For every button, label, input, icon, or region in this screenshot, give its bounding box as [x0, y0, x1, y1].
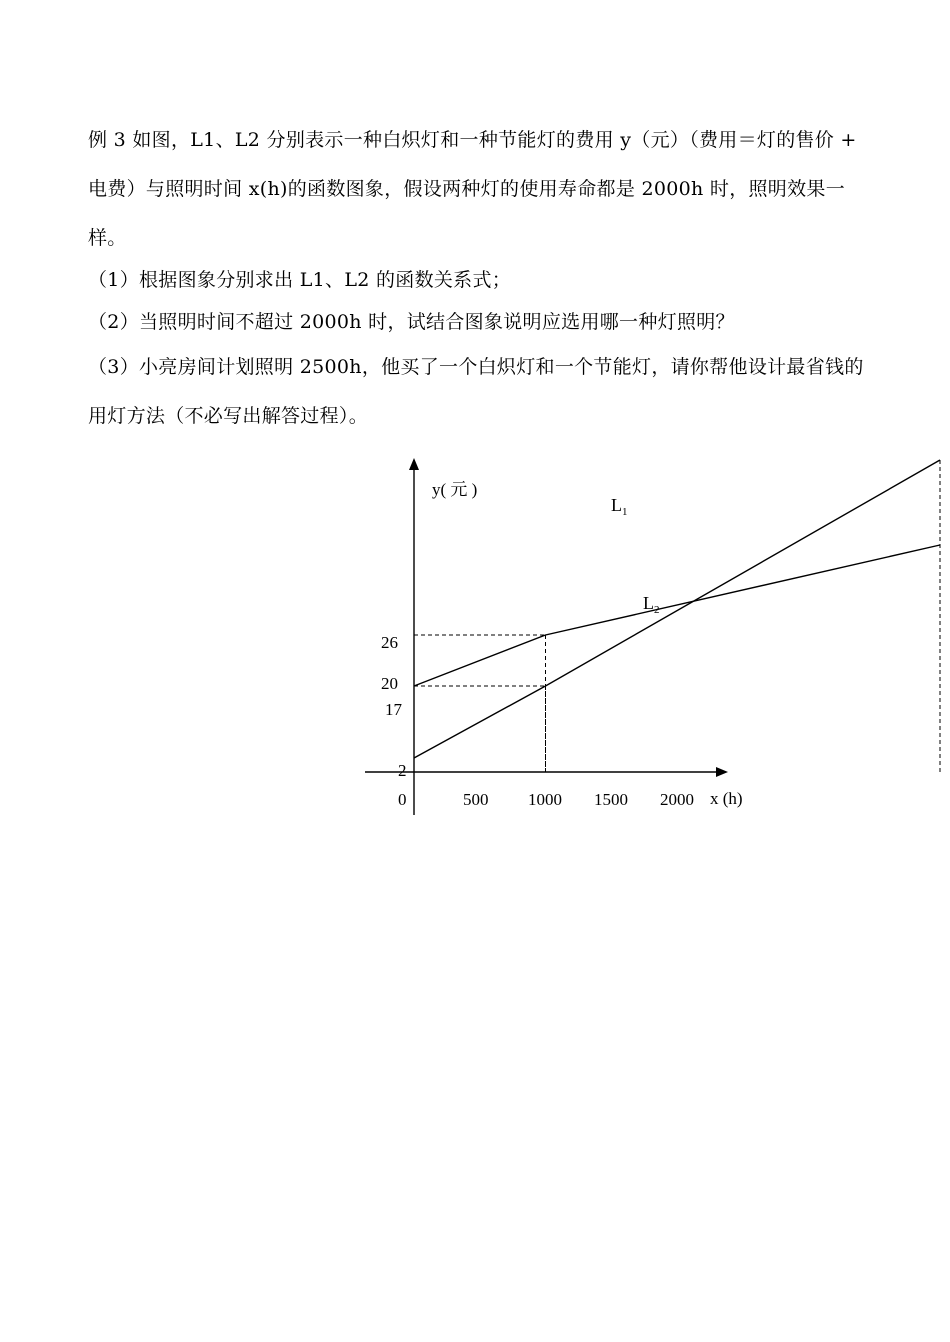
series-line-l2 [414, 545, 940, 686]
problem-intro: 例 3 如图，L1、L2 分别表示一种白炽灯和一种节能灯的费用 y（元）（费用＝灯的售价 + 电费）与照明时间 x(h)的函数图象，假设两种灯的使用寿命都是 2000h 时，照明效果一样。 [88, 129, 857, 249]
x-axis-label: x (h) [710, 789, 743, 808]
y-tick-label: 17 [385, 700, 402, 719]
y-tick-label: 2 [398, 761, 407, 780]
y-axis-label: y( 元 ) [432, 480, 478, 499]
x-tick-label: 1500 [594, 790, 628, 809]
y-tick-label: 26 [381, 633, 398, 652]
problem-text [88, 116, 868, 441]
question-3: （3）小亮房间计划照明 2500h，他买了一个白炽灯和一个节能灯，请你帮他设计最省钱的用灯方法（不必写出解答过程）。 [88, 356, 864, 427]
y-tick-label: 20 [381, 674, 398, 693]
x-axis-arrow [716, 767, 728, 777]
function-graph [355, 450, 775, 830]
origin-label: 0 [398, 790, 407, 809]
x-tick-label: 500 [463, 790, 489, 809]
x-tick-label: 2000 [660, 790, 694, 809]
series-label-l2: $L_2$ [643, 593, 660, 616]
question-1: （1）根据图象分别求出 L1、L2 的函数关系式； [88, 269, 512, 291]
series-lines [414, 460, 940, 758]
series-line-l1 [414, 460, 940, 758]
dashed-guides [414, 460, 940, 772]
y-axis-arrow [409, 458, 419, 470]
question-2: （2）当照明时间不超过 2000h 时，试结合图象说明应选用哪一种灯照明？ [88, 311, 735, 333]
x-tick-label: 1000 [528, 790, 562, 809]
series-label-l1: $L_1$ [611, 495, 628, 518]
